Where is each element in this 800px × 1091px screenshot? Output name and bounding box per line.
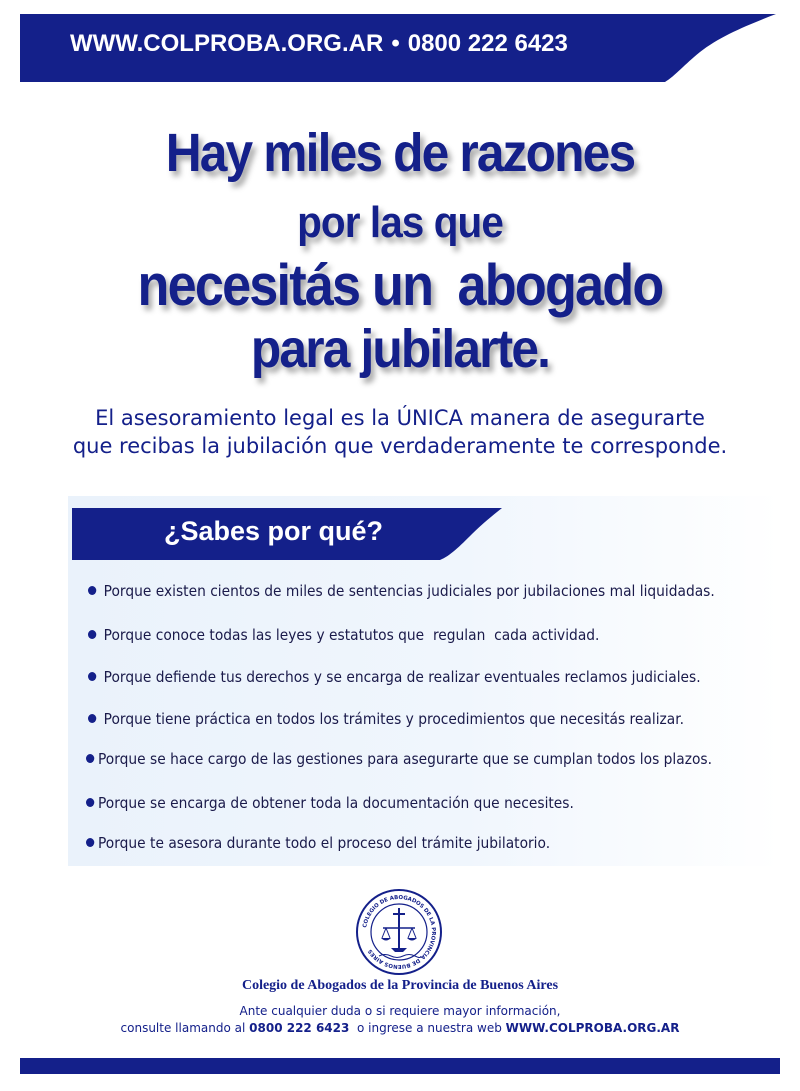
headline-line-2: por las que [297, 198, 503, 247]
bullet-icon [88, 714, 96, 723]
reason-text: Porque defiende tus derechos y se encarga de realizar eventuales reclamos judiciales. [103, 668, 701, 686]
banner-contact [70, 30, 568, 58]
reason-text: Porque tiene práctica en todos los trámites y procedimientos que necesitás realizar. [103, 710, 685, 728]
contact-web-text: o ingrese a nuestra web [356, 1021, 502, 1035]
contact-call-text: consulte llamando al [120, 1021, 246, 1035]
banner-separator: • [391, 30, 400, 57]
bottom-bar [20, 1058, 780, 1074]
contact-website-link[interactable]: WWW.COLPROBA.ORG.AR [505, 1021, 680, 1035]
college-seal-icon [355, 888, 443, 976]
intro-line-1: El asesoramiento legal es la ÚNICA manera de asegurarte [95, 406, 705, 430]
banner-phone[interactable]: 0800 222 6423 [407, 30, 568, 57]
headline-line-1: Hay miles de razones [165, 123, 635, 183]
reason-item [88, 710, 684, 728]
banner-website[interactable]: WWW.COLPROBA.ORG.AR [70, 30, 384, 57]
reason-text: Porque se encarga de obtener toda la documentación que necesites. [97, 794, 574, 812]
reasons-title-tab [72, 508, 502, 560]
reason-text: Porque se hace cargo de las gestiones para asegurarte que se cumplan todos los plazos. [97, 750, 712, 768]
reason-text: Porque existen cientos de miles de sentencias judiciales por jubilaciones mal liquidadas. [103, 582, 715, 600]
reason-item [86, 834, 550, 852]
footer-contact [0, 1003, 800, 1037]
intro-line-2: que recibas la jubilación que verdaderamente te corresponde. [72, 434, 728, 458]
bullet-icon [88, 672, 96, 681]
contact-line-2 [0, 1020, 800, 1037]
intro-text [0, 404, 800, 460]
contact-line-1: Ante cualquier duda o si requiere mayor información, [239, 1004, 561, 1018]
bullet-icon [88, 586, 96, 595]
bullet-icon [86, 798, 94, 807]
headline-line-4: para jubilarte. [250, 319, 550, 379]
headline-line-3: necesitás un abogado [137, 253, 663, 318]
reason-item [86, 750, 712, 768]
reason-item [88, 668, 701, 686]
reason-text: Porque conoce todas las leyes y estatutos que regulan cada actividad. [103, 626, 600, 644]
bullet-icon [88, 630, 96, 639]
reason-item [86, 794, 574, 812]
top-banner [20, 14, 776, 82]
contact-phone[interactable]: 0800 222 6423 [249, 1021, 350, 1035]
reason-text: Porque te asesora durante todo el proceso del trámite jubilatorio. [97, 834, 551, 852]
reason-item [88, 582, 715, 600]
reasons-title: ¿Sabes por qué? [164, 516, 384, 546]
svg-text:COLEGIO DE ABOGADOS DE LA PROV: COLEGIO DE ABOGADOS DE LA PROVINCIA DE BUENOS AIRES [362, 894, 437, 970]
bullet-icon [86, 754, 94, 763]
reason-item [88, 626, 599, 644]
bullet-icon [86, 838, 94, 847]
organization-name: Colegio de Abogados de la Provincia de Buenos Aires [241, 978, 559, 993]
